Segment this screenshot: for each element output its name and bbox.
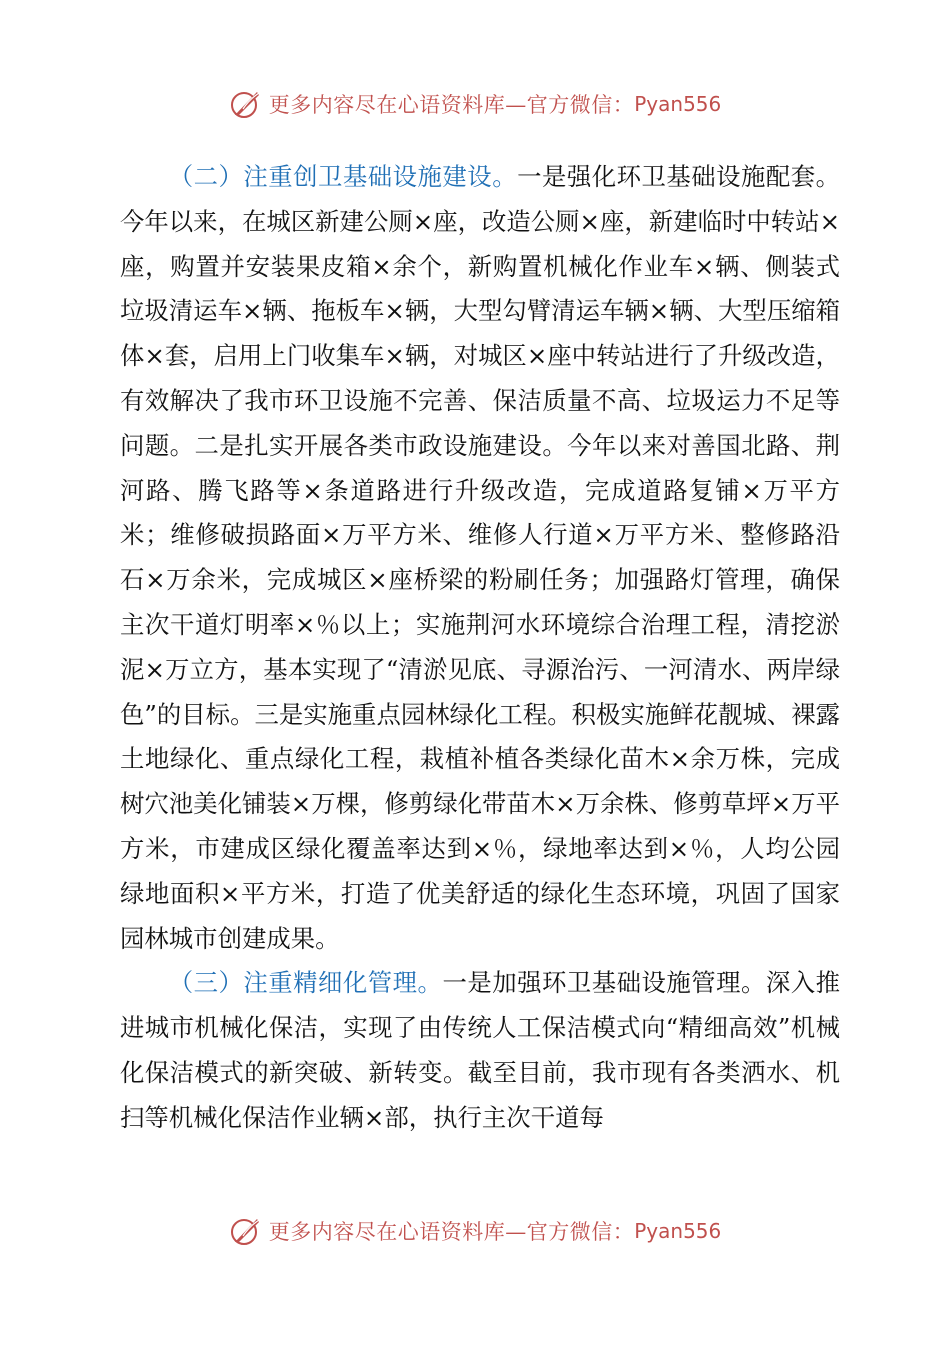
paragraph-body: 一是强化环卫基础设施配套。今年以来，在城区新建公厕×座，改造公厕×座，新建临时中转站×座，购置并安装果皮箱×余个，新购置机械化作业车×辆、侧装式垃圾清运车×辆、拖板车×辆，大型勾臂清运车辆×辆、大型压缩箱体×套，启用上门收集车×辆，对城区×座中转站进行了升级改造，有效解决了我市环卫设施不完善、保洁质量不高、垃圾运力不足等问题。二是扎实开展各类市政设施建设。今年以来对善国北路、荆河路、腾飞路等×条道路进行升级改造，完成道路复铺×万平方米；维修破损路面×万平方米、维修人行道×万平方米、整修路沿石×万余米，完成城区×座桥梁的粉刷任务；加强路灯管理，确保主次干道灯明率×％以上；实施荆河水环境综合治理工程，清挖淤泥×万立方，基本实现了“清淤见底、寻源治污、一河清水、两岸绿色”的目标。三是实施重点园林绿化工程。积极实施鲜花靓城、裸露土地绿化、重点绿化工程，栽植补植各类绿化苗木×余万株，完成树穴池美化铺装×万棵，修剪绿化带苗木×万余株、修剪草坪×万平方米，市建成区绿化覆盖率达到×％，绿地率达到×％，人均公园绿地面积×平方米，打造了优美舒适的绿化生态环境，巩固了国家园林城市创建成果。 (120, 162, 840, 953)
header-banner (0, 84, 950, 124)
paragraph-section-3 (120, 961, 840, 1140)
banner-text: 更多内容尽在心语资料库—官方微信： (268, 93, 635, 117)
section-heading: （三）注重精细化管理。 (168, 968, 443, 998)
quill-pen-icon (229, 87, 263, 121)
paragraph-section-2 (120, 155, 840, 961)
paragraph-body: 一是加强环卫基础设施管理。深入推进城市机械化保洁，实现了由传统人工保洁模式向“精细高效”机械化保洁模式的新突破、新转变。截至目前，我市现有各类洒水、机扫等机械化保洁作业辆×部，执行主次干道每 (120, 968, 840, 1132)
quill-pen-icon (229, 1214, 263, 1248)
section-heading: （二）注重创卫基础设施建设。 (168, 162, 518, 191)
banner-text: 更多内容尽在心语资料库—官方微信： (268, 1220, 635, 1244)
banner-wechat-id: Pyan556 (634, 1219, 722, 1243)
banner-wechat-id: Pyan556 (634, 92, 722, 116)
footer-banner (0, 1211, 950, 1251)
document-body (120, 155, 840, 1141)
